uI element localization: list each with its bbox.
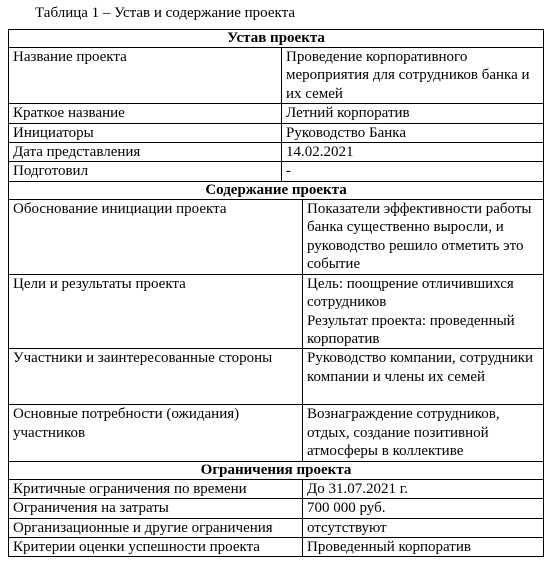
row-value: Показатели эффективности работы банка существенно выросли, и руководство решило отметить это событие [303,199,544,274]
row-label: Организационные и другие ограничения [9,518,303,537]
row-value: 700 000 руб. [303,499,544,518]
row-label: Название проекта [9,48,282,104]
row-label: Критерии оценки успешности проекта [9,537,303,556]
section-header-charter: Устав проекта [9,30,544,48]
table-caption: Таблица 1 – Устав и содержание проекта [35,5,295,21]
row-label: Цели и результаты проекта [9,274,303,349]
row-label: Подготовил [9,162,282,181]
row-value: Руководство Банка [282,123,544,142]
result-text: Результат проекта: проведенный корпоратив [307,312,515,348]
row-label: Критичные ограничения по времени [9,479,303,498]
row-label: Обоснование инициации проекта [9,199,303,274]
row-label: Краткое название [9,104,282,123]
row-label: Инициаторы [9,123,282,142]
section-header-content: Содержание проекта [9,181,544,199]
row-value: - [282,162,544,181]
project-charter-table [8,29,543,557]
row-value: До 31.07.2021 г. [303,479,544,498]
row-value: Вознаграждение сотрудников, отдых, создание позитивной атмосферы в коллективе [303,405,544,461]
goal-text: Цель: поощрение отличившихся сотрудников [307,275,514,311]
row-value: Летний корпоратив [282,104,544,123]
row-label: Основные потребности (ожидания) участников [9,405,303,461]
row-value: Проведение корпоративного мероприятия для сотрудников банка и их семей [282,48,544,104]
row-value: 14.02.2021 [282,143,544,162]
section-header-limits: Ограничения проекта [9,461,544,479]
row-value [303,274,544,349]
row-label: Участники и заинтересованные стороны [9,349,303,405]
row-label: Дата представления [9,143,282,162]
row-value: Проведенный корпоратив [303,537,544,556]
row-value: Руководство компании, сотрудники компании и члены их семей [303,349,544,405]
row-label: Ограничения на затраты [9,499,303,518]
row-value: отсутствуют [303,518,544,537]
